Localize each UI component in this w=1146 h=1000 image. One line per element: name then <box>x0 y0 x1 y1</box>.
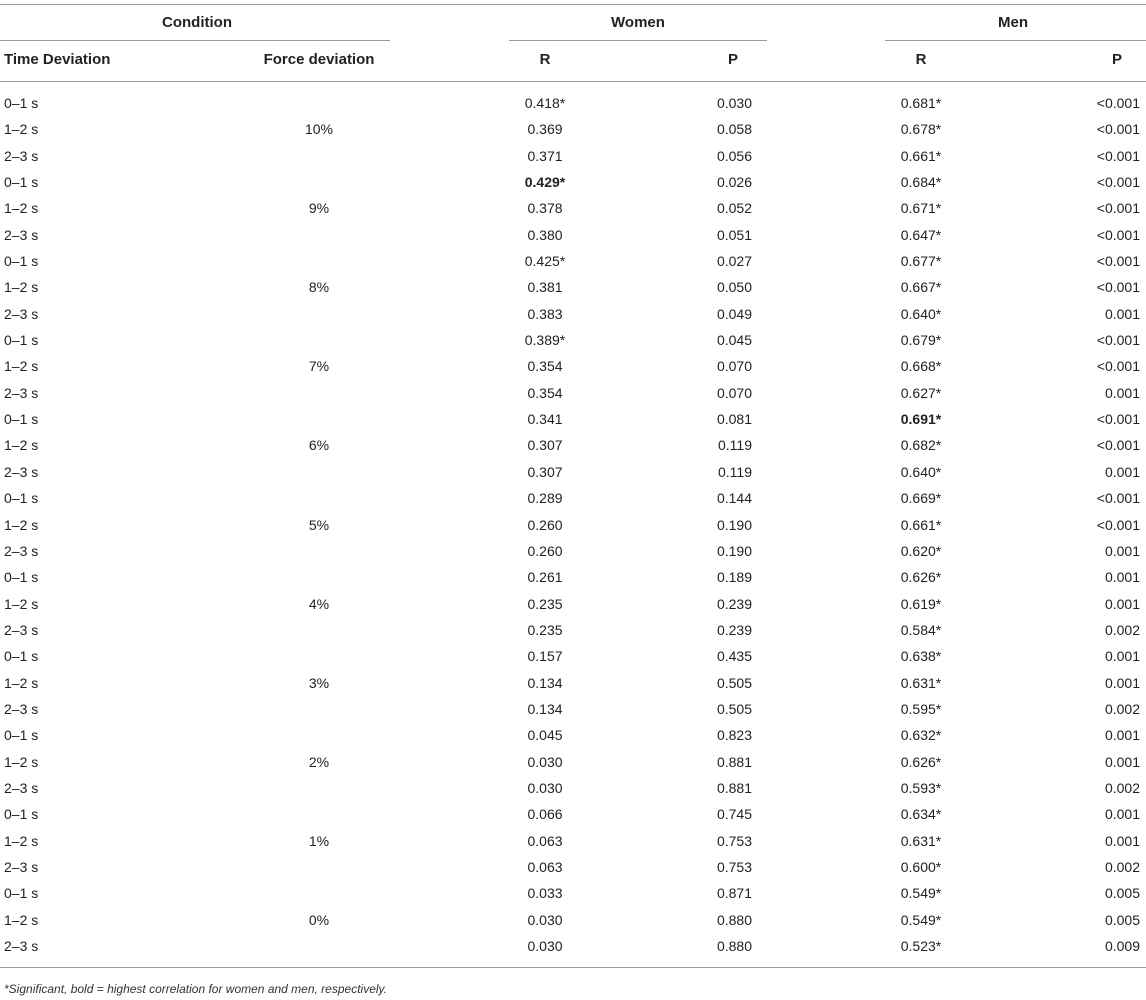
men-p-cell: <0.001 <box>1096 226 1140 243</box>
women-p-cell: 0.056 <box>716 147 752 164</box>
women-p-cell: 0.745 <box>716 806 752 823</box>
women-p-cell: 0.049 <box>716 305 752 322</box>
force-deviation-cell: 2% <box>308 753 330 770</box>
women-p-cell: 0.753 <box>716 832 752 849</box>
women-r-cell: 0.307 <box>527 463 563 480</box>
table-row <box>0 592 1146 618</box>
men-r-cell: 0.667* <box>900 279 942 296</box>
table-top-rule <box>0 4 1146 5</box>
men-p-cell: 0.002 <box>1104 700 1140 717</box>
men-p-cell: 0.001 <box>1104 674 1140 691</box>
women-r-cell: 0.157 <box>527 648 563 665</box>
men-r-cell: 0.679* <box>900 332 942 349</box>
women-group-rule <box>509 40 767 41</box>
header-men: Men <box>998 14 1028 31</box>
table-row <box>0 855 1146 881</box>
table-row <box>0 513 1146 539</box>
men-r-cell: 0.593* <box>900 779 942 796</box>
time-deviation-cell: 1–2 s <box>4 595 39 612</box>
women-r-cell: 0.381 <box>527 279 563 296</box>
women-r-cell: 0.418* <box>524 95 566 111</box>
women-r-cell: 0.354 <box>527 358 563 375</box>
force-deviation-cell: 5% <box>308 516 330 533</box>
time-deviation-cell: 1–2 s <box>4 832 39 849</box>
table-row <box>0 460 1146 486</box>
table-row <box>0 881 1146 907</box>
men-p-cell: 0.001 <box>1104 595 1140 612</box>
men-p-cell: <0.001 <box>1096 253 1140 270</box>
women-r-cell: 0.030 <box>527 911 563 928</box>
men-p-cell: <0.001 <box>1096 437 1140 454</box>
header-men-p: P <box>1111 51 1122 68</box>
time-deviation-cell: 2–3 s <box>4 226 39 243</box>
men-r-cell: 0.640* <box>900 463 942 480</box>
time-deviation-cell: 2–3 s <box>4 463 39 480</box>
men-r-cell: 0.638* <box>900 648 942 665</box>
women-p-cell: 0.880 <box>716 911 752 928</box>
men-p-cell: 0.001 <box>1104 542 1140 559</box>
women-r-cell: 0.030 <box>527 753 563 770</box>
men-r-cell: 0.619* <box>900 595 942 612</box>
time-deviation-cell: 1–2 s <box>4 279 39 296</box>
time-deviation-cell: 1–2 s <box>4 358 39 375</box>
men-r-cell: 0.523* <box>900 938 942 954</box>
table-row <box>0 697 1146 723</box>
women-r-cell: 0.307 <box>527 437 563 454</box>
time-deviation-cell: 1–2 s <box>4 121 39 138</box>
header-women-p: P <box>727 51 738 68</box>
women-p-cell: 0.190 <box>716 542 752 559</box>
time-deviation-cell: 0–1 s <box>4 885 39 902</box>
women-r-cell: 0.030 <box>527 779 563 796</box>
table-row <box>0 908 1146 934</box>
women-p-cell: 0.189 <box>716 569 752 586</box>
men-p-cell: 0.001 <box>1104 384 1140 401</box>
women-r-cell: 0.389* <box>524 332 566 349</box>
table-row <box>0 671 1146 697</box>
condition-group-rule <box>0 40 390 41</box>
men-p-cell: <0.001 <box>1096 147 1140 164</box>
men-p-cell: 0.002 <box>1104 858 1140 875</box>
women-r-cell: 0.383 <box>527 305 563 322</box>
women-r-cell: 0.289 <box>527 490 563 507</box>
women-r-cell: 0.425* <box>524 253 566 270</box>
men-p-cell: 0.002 <box>1104 621 1140 638</box>
men-r-cell: 0.595* <box>900 700 942 717</box>
force-deviation-cell: 7% <box>308 358 330 375</box>
men-r-cell: 0.682* <box>900 437 942 454</box>
women-r-cell: 0.380 <box>527 226 563 243</box>
men-p-cell: 0.001 <box>1104 648 1140 665</box>
women-p-cell: 0.119 <box>718 463 752 480</box>
men-r-cell: 0.584* <box>900 621 942 638</box>
time-deviation-cell: 0–1 s <box>4 806 39 823</box>
women-p-cell: 0.052 <box>716 200 752 217</box>
women-r-cell: 0.030 <box>527 938 563 954</box>
men-p-cell: <0.001 <box>1096 332 1140 349</box>
time-deviation-cell: 0–1 s <box>4 95 39 111</box>
time-deviation-cell: 2–3 s <box>4 384 39 401</box>
men-r-cell: 0.678* <box>900 121 942 138</box>
men-r-cell: 0.626* <box>900 569 942 586</box>
table-row <box>0 170 1146 196</box>
force-deviation-cell: 3% <box>308 674 330 691</box>
men-r-cell: 0.600* <box>900 858 942 875</box>
table-row <box>0 934 1146 960</box>
force-deviation-cell: 0% <box>308 911 330 928</box>
men-r-cell: 0.640* <box>900 305 942 322</box>
women-p-cell: 0.239 <box>716 595 752 612</box>
men-r-cell: 0.626* <box>900 753 942 770</box>
header-bottom-rule <box>0 81 1146 82</box>
women-p-cell: 0.045 <box>716 332 752 349</box>
men-r-cell: 0.684* <box>900 174 942 191</box>
women-p-cell: 0.144 <box>716 490 752 507</box>
men-r-cell: 0.681* <box>900 95 942 111</box>
men-r-cell: 0.549* <box>900 911 942 928</box>
table-row <box>0 644 1146 670</box>
women-r-cell: 0.371 <box>527 147 563 164</box>
table-footnote: *Significant, bold = highest correlation for women and men, respectively. <box>4 982 387 996</box>
men-p-cell: <0.001 <box>1096 95 1140 111</box>
time-deviation-cell: 1–2 s <box>4 516 39 533</box>
men-r-cell: 0.668* <box>900 358 942 375</box>
men-p-cell: <0.001 <box>1096 516 1140 533</box>
women-r-cell: 0.341 <box>527 411 563 428</box>
women-p-cell: 0.505 <box>716 700 752 717</box>
table-row <box>0 328 1146 354</box>
table-row <box>0 302 1146 328</box>
women-r-cell: 0.429* <box>524 174 566 191</box>
time-deviation-cell: 1–2 s <box>4 674 39 691</box>
men-p-cell: 0.001 <box>1104 832 1140 849</box>
header-time-deviation: Time Deviation <box>4 51 111 68</box>
women-p-cell: 0.030 <box>716 95 752 111</box>
time-deviation-cell: 0–1 s <box>4 490 39 507</box>
women-p-cell: 0.753 <box>716 858 752 875</box>
women-p-cell: 0.505 <box>716 674 752 691</box>
men-p-cell: <0.001 <box>1096 490 1140 507</box>
men-p-cell: <0.001 <box>1096 358 1140 375</box>
women-p-cell: 0.881 <box>716 753 752 770</box>
table-row <box>0 117 1146 143</box>
men-r-cell: 0.631* <box>900 674 942 691</box>
women-r-cell: 0.134 <box>527 674 563 691</box>
men-p-cell: 0.001 <box>1104 463 1140 480</box>
women-p-cell: 0.119 <box>718 437 752 454</box>
men-r-cell: 0.671* <box>900 200 942 217</box>
men-p-cell: 0.001 <box>1104 806 1140 823</box>
women-r-cell: 0.033 <box>527 885 563 902</box>
men-p-cell: <0.001 <box>1096 279 1140 296</box>
table-row <box>0 91 1146 117</box>
force-deviation-cell: 9% <box>308 200 330 217</box>
table-row <box>0 565 1146 591</box>
table-row <box>0 223 1146 249</box>
table-row <box>0 539 1146 565</box>
table-row <box>0 381 1146 407</box>
time-deviation-cell: 0–1 s <box>4 648 39 665</box>
women-r-cell: 0.235 <box>527 595 563 612</box>
time-deviation-cell: 2–3 s <box>4 700 39 717</box>
table-row <box>0 407 1146 433</box>
time-deviation-cell: 2–3 s <box>4 542 39 559</box>
force-deviation-cell: 10% <box>304 121 334 138</box>
table-bottom-rule <box>0 967 1146 968</box>
men-p-cell: 0.009 <box>1104 938 1140 954</box>
time-deviation-cell: 2–3 s <box>4 779 39 796</box>
table-row <box>0 144 1146 170</box>
women-p-cell: 0.239 <box>716 621 752 638</box>
force-deviation-cell: 4% <box>308 595 330 612</box>
table-row <box>0 723 1146 749</box>
table-row <box>0 776 1146 802</box>
women-r-cell: 0.260 <box>527 542 563 559</box>
women-r-cell: 0.369 <box>527 121 563 138</box>
time-deviation-cell: 0–1 s <box>4 411 39 428</box>
women-p-cell: 0.823 <box>716 727 752 744</box>
women-p-cell: 0.051 <box>716 226 752 243</box>
table-row <box>0 802 1146 828</box>
men-p-cell: 0.001 <box>1104 753 1140 770</box>
table-row <box>0 275 1146 301</box>
women-r-cell: 0.134 <box>527 700 563 717</box>
men-p-cell: 0.002 <box>1104 779 1140 796</box>
header-force-deviation: Force deviation <box>263 51 375 68</box>
time-deviation-cell: 0–1 s <box>4 253 39 270</box>
men-r-cell: 0.661* <box>900 147 942 164</box>
women-p-cell: 0.070 <box>716 358 752 375</box>
time-deviation-cell: 0–1 s <box>4 174 39 191</box>
men-r-cell: 0.677* <box>900 253 942 270</box>
time-deviation-cell: 2–3 s <box>4 938 39 954</box>
table-row <box>0 249 1146 275</box>
time-deviation-cell: 1–2 s <box>4 437 39 454</box>
men-p-cell: 0.001 <box>1104 569 1140 586</box>
women-p-cell: 0.881 <box>716 779 752 796</box>
time-deviation-cell: 1–2 s <box>4 753 39 770</box>
men-r-cell: 0.632* <box>900 727 942 744</box>
women-p-cell: 0.871 <box>716 885 752 902</box>
table-body <box>0 91 1146 960</box>
men-group-rule <box>885 40 1146 41</box>
women-r-cell: 0.354 <box>527 384 563 401</box>
women-r-cell: 0.066 <box>527 806 563 823</box>
time-deviation-cell: 0–1 s <box>4 569 39 586</box>
women-r-cell: 0.378 <box>527 200 563 217</box>
men-p-cell: <0.001 <box>1096 411 1140 428</box>
time-deviation-cell: 0–1 s <box>4 332 39 349</box>
women-p-cell: 0.081 <box>716 411 752 428</box>
women-r-cell: 0.045 <box>527 727 563 744</box>
time-deviation-cell: 0–1 s <box>4 727 39 744</box>
men-r-cell: 0.661* <box>900 516 942 533</box>
women-r-cell: 0.235 <box>527 621 563 638</box>
women-p-cell: 0.027 <box>716 253 752 270</box>
table-row <box>0 750 1146 776</box>
force-deviation-cell: 1% <box>308 832 330 849</box>
table-row <box>0 196 1146 222</box>
force-deviation-cell: 6% <box>308 437 330 454</box>
men-r-cell: 0.549* <box>900 885 942 902</box>
women-p-cell: 0.058 <box>716 121 752 138</box>
men-p-cell: <0.001 <box>1096 200 1140 217</box>
force-deviation-cell: 8% <box>308 279 330 296</box>
women-r-cell: 0.261 <box>527 569 563 586</box>
header-condition: Condition <box>162 14 232 31</box>
men-r-cell: 0.647* <box>900 226 942 243</box>
men-p-cell: 0.001 <box>1104 305 1140 322</box>
table-row <box>0 354 1146 380</box>
time-deviation-cell: 1–2 s <box>4 911 39 928</box>
time-deviation-cell: 2–3 s <box>4 858 39 875</box>
women-r-cell: 0.063 <box>527 858 563 875</box>
men-p-cell: <0.001 <box>1096 121 1140 138</box>
men-r-cell: 0.669* <box>900 490 942 507</box>
header-women: Women <box>611 14 665 31</box>
table-row <box>0 486 1146 512</box>
time-deviation-cell: 2–3 s <box>4 621 39 638</box>
men-r-cell: 0.620* <box>900 542 942 559</box>
women-r-cell: 0.063 <box>527 832 563 849</box>
women-p-cell: 0.070 <box>716 384 752 401</box>
table-row <box>0 433 1146 459</box>
men-r-cell: 0.634* <box>900 806 942 823</box>
women-p-cell: 0.880 <box>716 938 752 954</box>
men-r-cell: 0.627* <box>900 384 942 401</box>
time-deviation-cell: 2–3 s <box>4 147 39 164</box>
men-p-cell: <0.001 <box>1096 174 1140 191</box>
time-deviation-cell: 2–3 s <box>4 305 39 322</box>
men-p-cell: 0.005 <box>1104 885 1140 902</box>
men-p-cell: 0.005 <box>1104 911 1140 928</box>
time-deviation-cell: 1–2 s <box>4 200 39 217</box>
women-p-cell: 0.435 <box>716 648 752 665</box>
women-p-cell: 0.026 <box>716 174 752 191</box>
table-row <box>0 829 1146 855</box>
men-r-cell: 0.631* <box>900 832 942 849</box>
table-row <box>0 618 1146 644</box>
men-r-cell: 0.691* <box>900 411 942 428</box>
men-p-cell: 0.001 <box>1104 727 1140 744</box>
women-p-cell: 0.050 <box>716 279 752 296</box>
women-p-cell: 0.190 <box>716 516 752 533</box>
women-r-cell: 0.260 <box>527 516 563 533</box>
header-women-r: R <box>539 51 551 68</box>
header-men-r: R <box>915 51 927 68</box>
